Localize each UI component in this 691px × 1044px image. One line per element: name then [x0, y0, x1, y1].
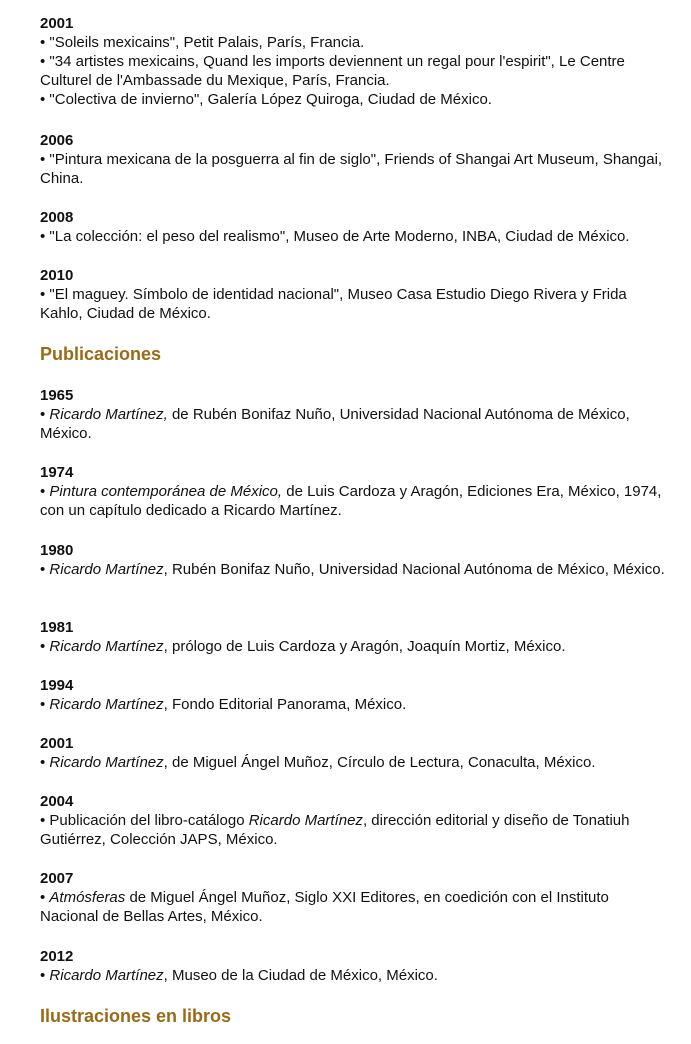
publication-year: 2007	[40, 870, 74, 887]
publication-entry	[40, 676, 670, 714]
publication-year: 1980	[40, 542, 74, 559]
exhibition-entry-2010	[40, 266, 670, 323]
publication-item: • Ricardo Martínez, de Rubén Bonifaz Nuño, Universidad Nacional Autónoma de México, México.	[40, 406, 630, 442]
publication-entry	[40, 386, 670, 443]
publication-item: • Pintura contemporánea de México, de Luis Cardoza y Aragón, Ediciones Era, México, 1974, con un capítulo dedicado a Ricardo Martínez.	[40, 483, 662, 519]
publication-item: • Ricardo Martínez, Rubén Bonifaz Nuño, Universidad Nacional Autónoma de México, México.	[40, 561, 665, 578]
publication-item: • Ricardo Martínez, Fondo Editorial Panorama, México.	[40, 696, 407, 713]
publication-year: 1981	[40, 619, 74, 636]
publication-year: 1974	[40, 464, 74, 481]
publication-item: • Publicación del libro-catálogo Ricardo Martínez, dirección editorial y diseño de Tonatiuh Gutiérrez, Colección JAPS, México.	[40, 812, 630, 848]
exhibition-entry-2001	[40, 14, 670, 109]
publication-title: Ricardo Martínez	[248, 812, 363, 829]
publication-title: Ricardo Martínez	[49, 967, 164, 984]
exhibition-year: 2006	[40, 132, 74, 149]
publication-entry	[40, 618, 670, 656]
exhibition-year: 2001	[40, 15, 74, 32]
exhibition-entry-2008	[40, 208, 670, 246]
publication-item: • Atmósferas de Miguel Ángel Muñoz, Siglo XXI Editores, en coedición con el Instituto Nacional de Bellas Artes, México.	[40, 889, 609, 925]
publication-title: Ricardo Martínez	[49, 754, 164, 771]
publication-entry	[40, 541, 670, 579]
publication-title: Atmósferas	[49, 889, 126, 906]
publication-title: Pintura contemporánea de México,	[49, 483, 283, 500]
section-heading-publicaciones: Publicaciones	[40, 344, 162, 364]
exhibition-entry-2006	[40, 131, 670, 188]
publication-year: 2004	[40, 793, 74, 810]
publication-entry	[40, 463, 670, 520]
publication-item: • Ricardo Martínez, prólogo de Luis Cardoza y Aragón, Joaquín Mortiz, México.	[40, 638, 566, 655]
publication-entry	[40, 734, 670, 772]
publication-item: • Ricardo Martínez, Museo de la Ciudad de México, México.	[40, 967, 438, 984]
exhibition-year: 2010	[40, 267, 74, 284]
publication-title: Ricardo Martínez	[49, 561, 164, 578]
section-heading-ilustraciones: Ilustraciones en libros	[40, 1006, 232, 1026]
exhibition-year: 2008	[40, 209, 74, 226]
publication-entry	[40, 792, 670, 849]
exhibition-item: • "La colección: el peso del realismo", Museo de Arte Moderno, INBA, Ciudad de México.	[40, 228, 630, 245]
publication-year: 2001	[40, 735, 74, 752]
exhibition-item: • "34 artistes mexicains, Quand les imports deviennent un regal pour l'espirit", Le Centre Culturel de l'Ambassade du Mexique, París, Francia.	[40, 53, 625, 89]
publication-item: • Ricardo Martínez, de Miguel Ángel Muñoz, Círculo de Lectura, Conaculta, México.	[40, 754, 596, 771]
exhibition-item: • "Colectiva de invierno", Galería López Quiroga, Ciudad de México.	[40, 91, 492, 108]
publication-year: 1994	[40, 677, 74, 694]
publication-year: 2012	[40, 948, 74, 965]
publication-year: 1965	[40, 387, 74, 404]
publication-title: Ricardo Martínez,	[49, 406, 168, 423]
publication-title: Ricardo Martínez	[49, 696, 164, 713]
publication-entry	[40, 947, 670, 985]
publication-title: Ricardo Martínez	[49, 638, 164, 655]
exhibition-item: • "Soleils mexicains", Petit Palais, París, Francia.	[40, 34, 365, 51]
exhibition-item: • "El maguey. Símbolo de identidad nacional", Museo Casa Estudio Diego Rivera y Frida Kahlo, Ciudad de México.	[40, 286, 627, 322]
publication-entry	[40, 869, 670, 926]
exhibition-item: • "Pintura mexicana de la posguerra al fin de siglo", Friends of Shangai Art Museum, Shangai, China.	[40, 151, 663, 187]
